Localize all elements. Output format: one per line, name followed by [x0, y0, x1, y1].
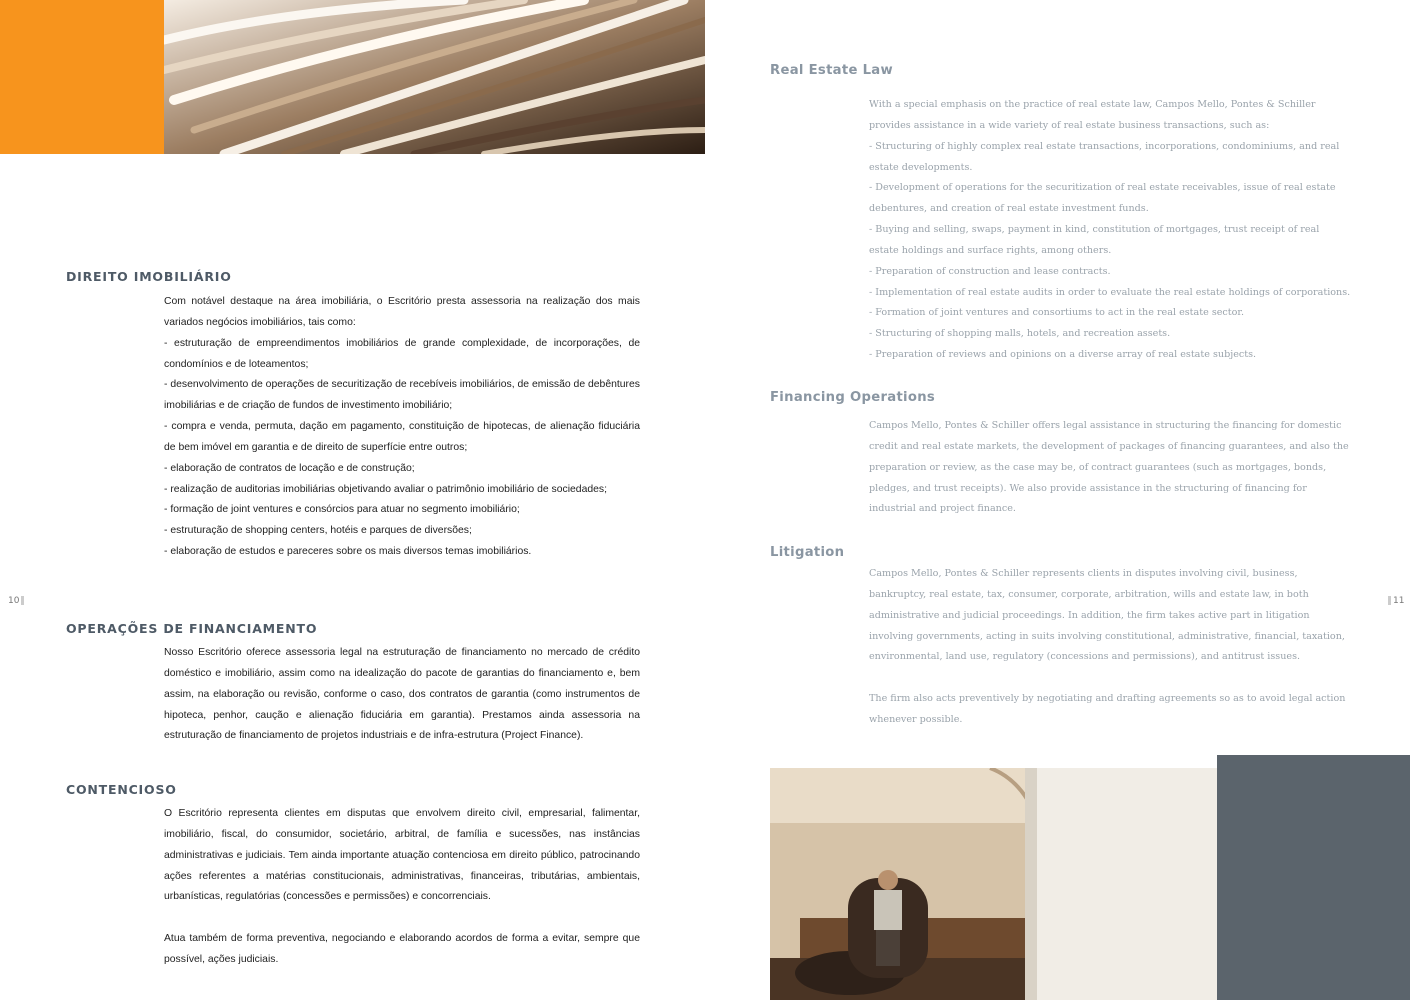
- orange-color-block: [0, 0, 164, 154]
- section-body-contencioso: [164, 804, 640, 971]
- list-item: - Implementation of real estate audits in order to evaluate the real estate holdings of corporations.: [869, 286, 1351, 298]
- section-heading-direito-imobiliario: DIREITO IMOBILIÁRIO: [66, 269, 232, 284]
- office-lounge-illustration: [770, 768, 1217, 1000]
- list-item: - Preparation of construction and lease contracts.: [869, 265, 1111, 277]
- list-item: - Preparation of reviews and opinions on a diverse array of real estate subjects.: [869, 349, 1257, 361]
- list-item: - elaboração de estudos e pareceres sobre os mais diversos temas imobiliários.: [164, 546, 532, 558]
- body-paragraph: Nosso Escritório oferece assessoria legal na estruturação de financiamento no mercado de crédito doméstico e imobiliário, assim como na idealização do pacote de garantias do financiamento e, bem assim, na elaboração ou revisão, conforme o caso, dos contratos de garantia (como instrumentos de hipoteca, penhor, caução e alienação fiduciária em garantia). Prestamos ainda assessoria na estruturação de financiamento de projetos industriais e de infra-estrutura (Project Finance).: [164, 647, 640, 742]
- body-paragraph: Campos Mello, Pontes & Schiller offers legal assistance in structuring the financing for domestic credit and real estate markets, the development of packages of financing guarantees, and also the preparation or review, as the case may be, of contract guarantees (such as mortgages, bonds, pledges, and trust receipts). We also provide assistance in the structuring of financing for industrial and project finance.: [869, 420, 1349, 515]
- page-number-right: 11: [1386, 596, 1404, 606]
- list-item: - formação de joint ventures e consórcios para atuar no segmento imobiliário;: [164, 504, 520, 516]
- office-lounge-photo: [770, 768, 1217, 1000]
- stacked-papers-photo: [164, 0, 705, 154]
- section-body-direito-imobiliario: [164, 292, 640, 563]
- section-heading-litigation: Litigation: [770, 545, 845, 560]
- paragraph-gap: [869, 668, 1351, 689]
- body-paragraph: Campos Mello, Pontes & Schiller represents clients in disputes involving civil, business, bankruptcy, real estate, tax, consumer, corporate, arbitration, wills and estate law, in both administrative and judicial proceedings. In addition, the firm takes active part in litigation involving governments, acting in suits involving constitutional, administrative, financial, taxation, environmental, land use, regulatory (concessions and permissions), and antitrust issues.: [869, 568, 1345, 663]
- section-body-real-estate-law: [869, 95, 1351, 366]
- body-paragraph: Com notável destaque na área imobiliária, o Escritório presta assessoria na realização dos mais variados negócios imobiliários, tais como:: [164, 296, 640, 328]
- section-heading-real-estate-law: Real Estate Law: [770, 63, 893, 78]
- page-number-left: 10: [8, 596, 26, 606]
- body-paragraph: The firm also acts preventively by negotiating and drafting agreements so as to avoid legal action whenever possible.: [869, 693, 1346, 725]
- paragraph-gap: [164, 908, 640, 929]
- section-body-operacoes-de-financiamento: [164, 643, 640, 747]
- list-item: - Formation of joint ventures and consortiums to act in the real estate sector.: [869, 307, 1245, 319]
- list-item: - Structuring of shopping malls, hotels, and recreation assets.: [869, 328, 1171, 340]
- section-heading-operacoes-de-financiamento: OPERAÇÕES DE FINANCIAMENTO: [66, 621, 318, 636]
- list-item: - desenvolvimento de operações de securitização de recebíveis imobiliários, de emissão de debêntures imobiliárias e de criação de fundos de investimento imobiliário;: [164, 379, 640, 412]
- list-item: - estruturação de empreendimentos imobiliários de grande complexidade, de incorporações, de condomínios e de loteamentos;: [164, 337, 640, 370]
- section-heading-contencioso: CONTENCIOSO: [66, 782, 177, 797]
- stacked-papers-illustration: [164, 0, 705, 154]
- body-paragraph: Atua também de forma preventiva, negociando e elaborando acordos de forma a evitar, sempre que possível, ações judiciais.: [164, 933, 640, 965]
- list-item: - Development of operations for the securitization of real estate receivables, issue of real estate debentures, and creation of real estate investment funds.: [869, 182, 1336, 215]
- list-item: - Buying and selling, swaps, payment in kind, constitution of mortgages, trust receipt of real estate holdings and surface rights, among others.: [869, 224, 1320, 256]
- list-item: - elaboração de contratos de locação e de construção;: [164, 462, 415, 474]
- section-body-litigation: [869, 564, 1351, 731]
- slate-color-block: [1217, 755, 1410, 1000]
- body-paragraph: O Escritório representa clientes em disputas que envolvem direito civil, empresarial, falimentar, imobiliário, fiscal, do consumidor, societário, arbitral, de família e sucessões, nas instâncias administrativas e judiciais. Tem ainda importante atuação contenciosa em direito público, patrocinando ações referentes a matérias constitucionais, administrativas, financeiras, tributárias, ambientais, urbanísticas, regulatórias (concessões e permissões) e concorrenciais.: [164, 808, 640, 903]
- list-item: - Structuring of highly complex real estate transactions, incorporations, condominiums, and real estate developments.: [869, 140, 1340, 173]
- list-item: - realização de auditorias imobiliárias objetivando avaliar o patrimônio imobiliário de sociedades;: [164, 483, 607, 495]
- section-heading-financing-operations: Financing Operations: [770, 390, 936, 405]
- list-item: - compra e venda, permuta, dação em pagamento, constituição de hipotecas, de alienação fiduciária de bem imóvel em garantia e de direito de superfície entre outros;: [164, 421, 640, 453]
- section-body-financing-operations: [869, 416, 1351, 520]
- list-item: - estruturação de shopping centers, hotéis e parques de diversões;: [164, 525, 472, 537]
- body-paragraph: With a special emphasis on the practice of real estate law, Campos Mello, Pontes & Schiller provides assistance in a wide variety of real estate business transactions, such as:: [869, 99, 1316, 131]
